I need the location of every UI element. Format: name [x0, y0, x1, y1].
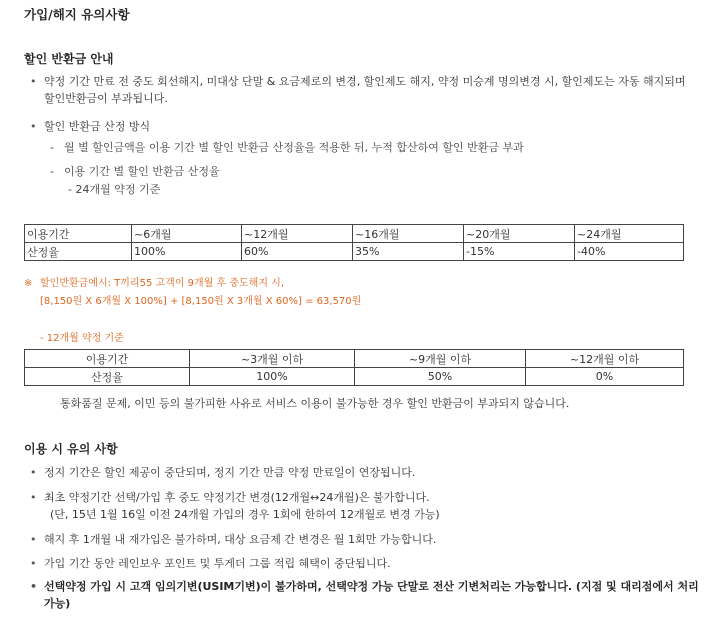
table-cell: ~9개월 이하	[355, 350, 526, 368]
usage-item-5-line1: • 선택약정 가입 시 고객 임의기변(USIM기변)이 불가하며, 선택약정 가능 단말로 전산 기변처리는 가능합니다. (지점 및 대리점에서 처리	[44, 580, 699, 593]
sub-dash-1: -	[50, 141, 54, 154]
usage-item-4-text: • 가입 기간 동안 레인보우 포인트 및 투게더 그룹 적립 혜택이 중단됩니다.	[44, 557, 391, 570]
usage-item-5-line2: 가능)	[44, 597, 71, 610]
sub-dash-2: -	[50, 165, 54, 178]
usage-item-2	[30, 489, 440, 523]
discount-section-title: 할인 반환금 안내	[24, 52, 114, 66]
usage-item-4	[30, 555, 391, 572]
table-cell: 100%	[132, 243, 242, 261]
sub-item-3: - 24개월 약정 기준	[68, 183, 161, 196]
rate-table-12	[24, 349, 684, 386]
table-cell: ~12개월	[242, 225, 353, 243]
table-row	[25, 243, 684, 261]
rate-table-24	[24, 224, 684, 261]
table-cell: 35%	[353, 243, 464, 261]
usage-item-3	[30, 531, 436, 548]
table-cell: 100%	[190, 368, 355, 386]
table-row	[25, 368, 684, 386]
table-cell: ~24개월	[575, 225, 684, 243]
discount-bullet-1-line2: 할인반환금이 부과됩니다.	[44, 92, 168, 105]
discount-bullet-2	[30, 118, 150, 135]
usage-item-2-text: • 최초 약정기간 선택/가입 후 중도 약정기간 변경(12개월↔24개월)은 불가합니다.	[44, 491, 430, 504]
usage-item-5	[30, 578, 710, 612]
table-cell: ~3개월 이하	[190, 350, 355, 368]
table-cell: 산정율	[25, 243, 132, 261]
example-mark: ※	[24, 278, 33, 289]
exception-note: 통화품질 문제, 이민 등의 불가피한 사유로 서비스 이용이 불가능한 경우 할인 반환금이 부과되지 않습니다.	[60, 397, 570, 410]
table-row	[25, 350, 684, 368]
page-title: 가입/해지 유의사항	[24, 7, 130, 22]
sub-item-1: 월 별 할인금액을 이용 기간 별 할인 반환금 산정율을 적용한 뒤, 누적 합산하여 할인 반환금 부과	[64, 141, 524, 154]
sub-item-2: 이용 기간 별 할인 반환금 산정율	[64, 165, 220, 178]
table-row	[25, 225, 684, 243]
discount-bullet-2-text: • 할인 반환금 산정 방식	[44, 120, 151, 133]
table-cell: 이용기간	[25, 350, 190, 368]
usage-item-1	[30, 464, 415, 481]
table-cell: -15%	[464, 243, 575, 261]
table-cell: 산정율	[25, 368, 190, 386]
table-cell: 0%	[526, 368, 684, 386]
example-line-1: 할인반환금예시: T끼리55 고객이 9개월 후 중도해지 시,	[40, 278, 285, 289]
discount-bullet-1-line1: • 약정 기간 만료 전 중도 회선해지, 미대상 단말 & 요금제로의 변경, 할인제도 해지, 약정 미승계 명의변경 시, 할인제도는 자동 해지되며	[44, 75, 686, 88]
usage-item-1-text: • 정지 기간은 할인 제공이 중단되며, 정지 기간 만큼 약정 만료일이 연장됩니다.	[44, 466, 416, 479]
table12-label: - 12개월 약정 기준	[40, 333, 124, 344]
table-cell: ~12개월 이하	[526, 350, 684, 368]
table-cell: 이용기간	[25, 225, 132, 243]
table-cell: 60%	[242, 243, 353, 261]
table-cell: ~6개월	[132, 225, 242, 243]
usage-item-2-note: (단, 15년 1월 16일 이전 24개월 가입의 경우 1회에 한하여 12개월로 변경 가능)	[50, 508, 440, 521]
usage-section-title: 이용 시 유의 사항	[24, 442, 118, 456]
discount-bullet-1	[30, 73, 700, 107]
table-cell: ~16개월	[353, 225, 464, 243]
usage-item-3-text: • 해지 후 1개월 내 재가입은 불가하며, 대상 요금제 간 변경은 월 1회만 가능합니다.	[44, 533, 437, 546]
table-cell: ~20개월	[464, 225, 575, 243]
example-line-2: [8,150원 X 6개월 X 100%] + [8,150원 X 3개월 X 60%] = 63,570원	[40, 296, 362, 307]
table-cell: -40%	[575, 243, 684, 261]
table-cell: 50%	[355, 368, 526, 386]
